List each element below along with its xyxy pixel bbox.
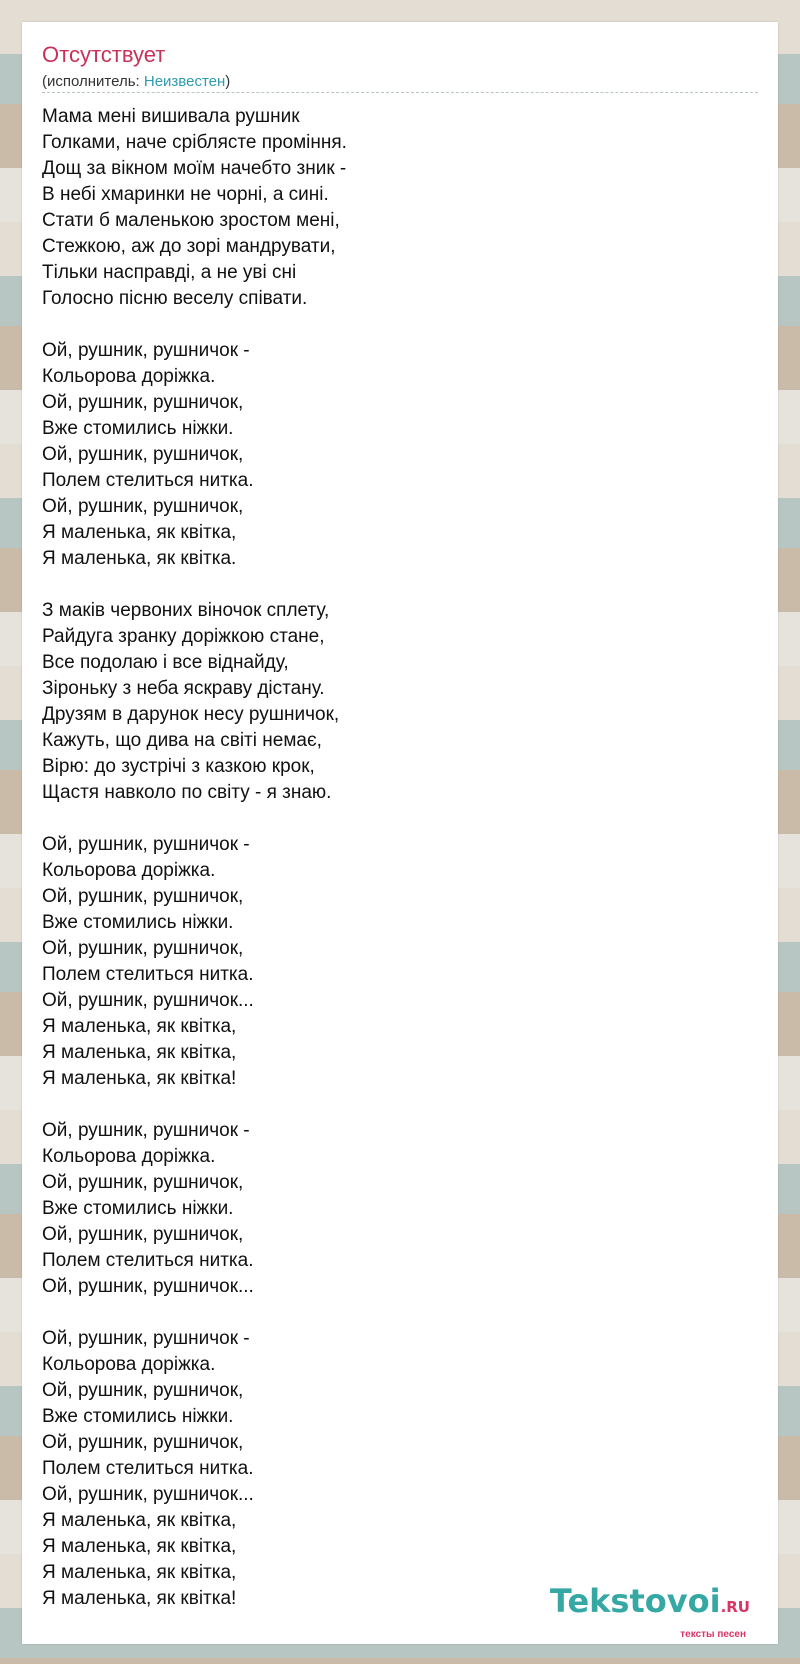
lyric-line: Вже стомились ніжки. bbox=[42, 418, 234, 439]
lyric-line: Кольорова доріжка. bbox=[42, 1146, 216, 1167]
lyric-line: Я маленька, як квітка, bbox=[42, 1510, 237, 1531]
stanza-gap bbox=[42, 806, 758, 832]
song-title: Отсутствует bbox=[42, 42, 166, 67]
lyric-line: Я маленька, як квітка, bbox=[42, 522, 237, 543]
lyric-line: Кажуть, що дива на світі немає, bbox=[42, 730, 322, 751]
lyric-line: Я маленька, як квітка, bbox=[42, 1562, 237, 1583]
lyric-line: Ой, рушник, рушничок, bbox=[42, 1432, 244, 1453]
lyric-line: Щастя навколо по світу - я знаю. bbox=[42, 782, 332, 803]
lyric-line: Ой, рушник, рушничок - bbox=[42, 340, 250, 361]
lyric-line: Кольорова доріжка. bbox=[42, 366, 216, 387]
lyric-line: Райдуга зранку доріжкою стане, bbox=[42, 626, 325, 647]
lyric-line: Вірю: до зустрічі з казкою крок, bbox=[42, 756, 315, 777]
lyric-line: Друзям в дарунок несу рушничок, bbox=[42, 704, 340, 725]
lyric-line: Голками, наче сріблясте проміння. bbox=[42, 132, 347, 153]
lyric-line: Ой, рушник, рушничок, bbox=[42, 444, 244, 465]
lyric-line: Ой, рушник, рушничок - bbox=[42, 834, 250, 855]
stanza-gap bbox=[42, 1300, 758, 1326]
artist-line bbox=[42, 73, 230, 90]
lyric-line: Вже стомились ніжки. bbox=[42, 912, 234, 933]
lyric-line: Ой, рушник, рушничок, bbox=[42, 392, 244, 413]
lyric-line: Мама мені вишивала рушник bbox=[42, 106, 300, 127]
header-divider bbox=[42, 92, 758, 93]
lyric-line: Кольорова доріжка. bbox=[42, 860, 216, 881]
lyric-line: Голосно пісню веселу співати. bbox=[42, 288, 308, 309]
lyrics-body bbox=[42, 104, 758, 1612]
lyric-line: Я маленька, як квітка. bbox=[42, 548, 237, 569]
stanza-gap bbox=[42, 1092, 758, 1118]
lyric-line: Ой, рушник, рушничок - bbox=[42, 1120, 250, 1141]
lyric-line: Ой, рушник, рушничок... bbox=[42, 990, 254, 1011]
lyric-line: Кольорова доріжка. bbox=[42, 1354, 216, 1375]
lyric-line: Я маленька, як квітка! bbox=[42, 1068, 237, 1089]
stanza-gap bbox=[42, 572, 758, 598]
lyric-line: Я маленька, як квітка, bbox=[42, 1536, 237, 1557]
lyric-line: Полем стелиться нитка. bbox=[42, 470, 254, 491]
lyric-line: Ой, рушник, рушничок... bbox=[42, 1276, 254, 1297]
lyric-line: В небі хмаринки не чорні, а сині. bbox=[42, 184, 329, 205]
lyric-line: Ой, рушник, рушничок, bbox=[42, 1172, 244, 1193]
lyrics-card bbox=[22, 22, 778, 1644]
lyric-line: Все подолаю і все віднайду, bbox=[42, 652, 289, 673]
lyric-line: Зіроньку з неба яскраву дістану. bbox=[42, 678, 325, 699]
logo-main-text: Tekstovoi bbox=[549, 1582, 721, 1620]
artist-link[interactable]: Неизвестен bbox=[143, 73, 226, 90]
lyric-line: Тільки насправді, а не уві сні bbox=[42, 262, 297, 283]
lyric-line: Я маленька, як квітка, bbox=[42, 1016, 237, 1037]
lyric-line: Я маленька, як квітка, bbox=[42, 1042, 237, 1063]
lyric-line: Ой, рушник, рушничок... bbox=[42, 1484, 254, 1505]
lyric-line: Ой, рушник, рушничок, bbox=[42, 496, 244, 517]
lyric-line: Ой, рушник, рушничок, bbox=[42, 886, 244, 907]
lyric-line: Ой, рушник, рушничок, bbox=[42, 1224, 244, 1245]
stanza-gap bbox=[42, 312, 758, 338]
artist-suffix: ) bbox=[225, 73, 231, 90]
artist-prefix: (исполнитель: bbox=[42, 73, 144, 90]
lyric-line: Стежкою, аж до зорі мандрувати, bbox=[42, 236, 336, 257]
lyric-line: Стати б маленькою зростом мені, bbox=[42, 210, 340, 231]
lyric-line: З маків червоних віночок сплету, bbox=[42, 600, 330, 621]
logo-tagline: тексты песен bbox=[680, 1629, 746, 1640]
lyric-line: Ой, рушник, рушничок, bbox=[42, 938, 244, 959]
logo-tld-text: .RU bbox=[720, 1598, 750, 1616]
lyric-line: Вже стомились ніжки. bbox=[42, 1198, 234, 1219]
lyric-line: Дощ за вікном моїм начебто зник - bbox=[42, 158, 347, 179]
lyric-line: Ой, рушник, рушничок, bbox=[42, 1380, 244, 1401]
lyric-line: Вже стомились ніжки. bbox=[42, 1406, 234, 1427]
lyric-line: Ой, рушник, рушничок - bbox=[42, 1328, 250, 1349]
lyric-line: Я маленька, як квітка! bbox=[42, 1588, 237, 1609]
site-logo[interactable] bbox=[550, 1584, 750, 1624]
lyric-line: Полем стелиться нитка. bbox=[42, 1458, 254, 1479]
lyric-line: Полем стелиться нитка. bbox=[42, 1250, 254, 1271]
lyric-line: Полем стелиться нитка. bbox=[42, 964, 254, 985]
